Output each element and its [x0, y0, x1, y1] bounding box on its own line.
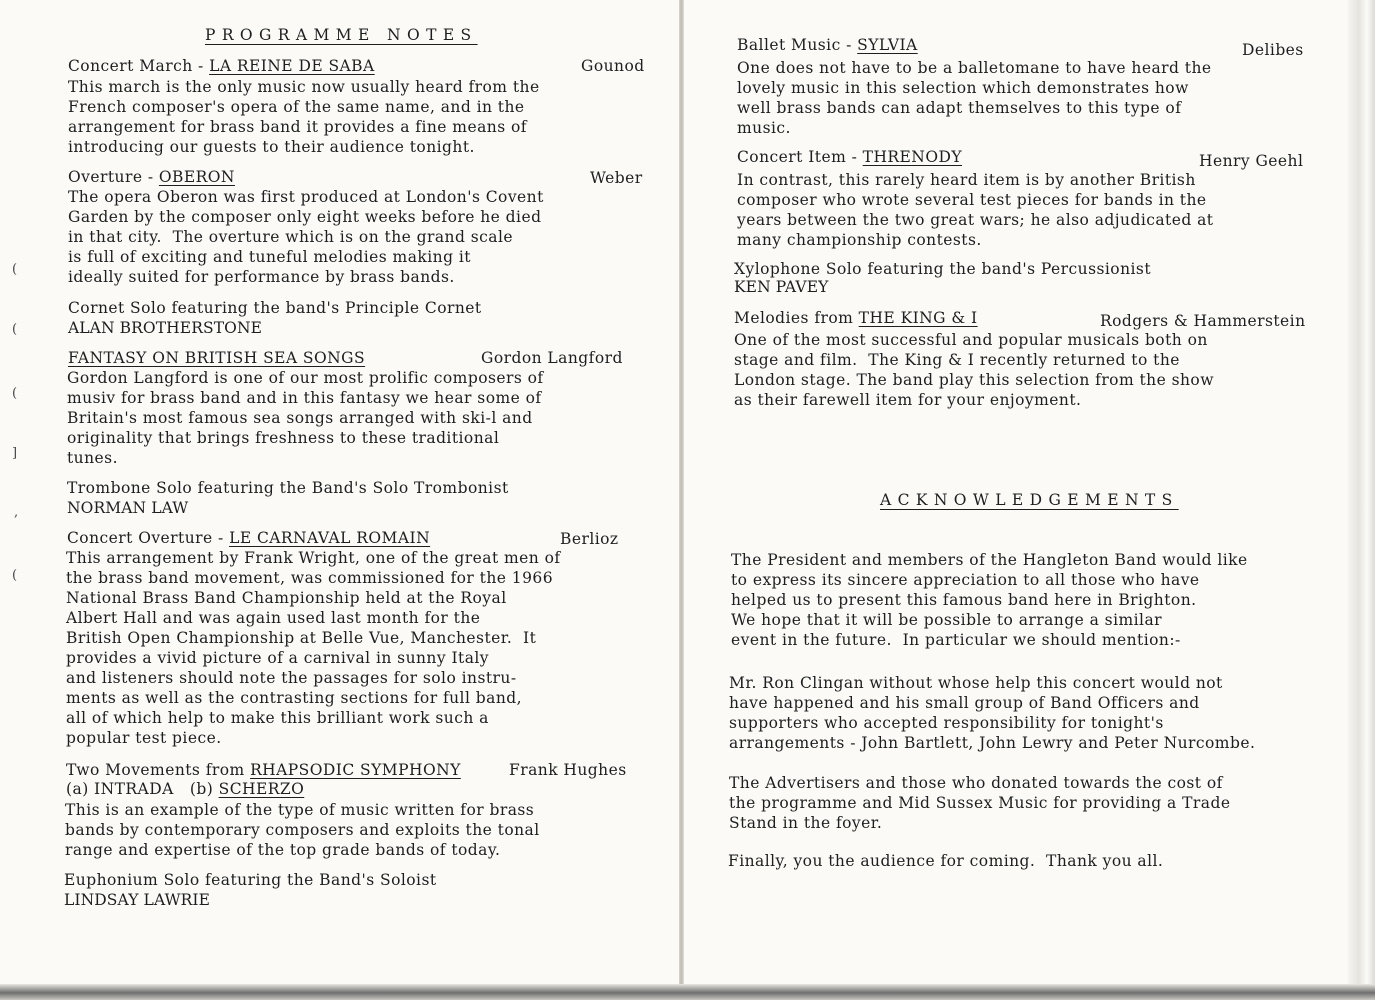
composer-name: Rodgers & Hammerstein	[1100, 312, 1306, 330]
soloist-name: LINDSAY LAWRIE	[64, 891, 211, 909]
composer-name: Henry Geehl	[1199, 152, 1304, 170]
movements-line	[66, 779, 304, 799]
piece-description: Gordon Langford is one of our most prolific composers of musiv for brass band and in this fantasy we hear some of Britain's most famous sea songs arranged with ski-l and originality that brings freshness to these traditional tunes.	[67, 369, 544, 467]
soloist-name: NORMAN LAW	[67, 499, 189, 517]
composer-name: Frank Hughes	[509, 761, 627, 779]
composer-name: Delibes	[1242, 41, 1304, 59]
piece-title: FANTASY ON BRITISH SEA SONGS	[68, 349, 366, 367]
piece-prefix: Concert Overture -	[67, 529, 230, 547]
margin-mark: (	[12, 322, 18, 337]
piece-description: This march is the only music now usually heard from the French composer's opera of the same name, and in the arrangement for brass band it provides a fine means of introducing our guests to their audience tonight.	[68, 78, 540, 156]
composer-name: Gordon Langford	[481, 349, 623, 367]
programme-notes-heading: PROGRAMME NOTES	[205, 26, 478, 44]
piece-prefix: Two Movements from	[66, 761, 251, 779]
soloist-name: ALAN BROTHERSTONE	[68, 319, 263, 337]
piece-description: In contrast, this rarely heard item is by another British composer who wrote several test pieces for bands in the years between the two great wars; he also adjudicated at many championship contests.	[737, 171, 1214, 249]
piece-description: This arrangement by Frank Wright, one of the great men of the brass band movement, was commissioned for the 1966 National Brass Band Championship held at the Royal Albert Hall and was again used last month for the British Open Championship at Belle Vue, Manchester. It provides a vivid picture of a carnival in sunny Italy and listeners should note the passages for solo instru- ments as well as the contrasting sections for full band, all of which help to make this brilliant work such a popular test piece.	[66, 549, 561, 747]
movement-a: (a) INTRADA	[66, 780, 174, 798]
composer-name: Gounod	[581, 57, 645, 75]
movement-b-prefix: (b)	[189, 780, 219, 798]
acknowledgement-paragraph: Mr. Ron Clingan without whose help this concert would not have happened and his small group of Band Officers and supporters who accepted responsibility for tonight's arrangements - John Bartlett, John Lewry and Peter Nurcombe.	[729, 674, 1256, 752]
soloist-name: KEN PAVEY	[734, 278, 829, 296]
bottom-edge	[0, 984, 1375, 1000]
piece-title-line	[68, 167, 235, 187]
piece-title: LE CARNAVAL ROMAIN	[229, 529, 431, 547]
piece-title: THE KING & I	[858, 309, 978, 327]
margin-mark: (	[12, 386, 18, 401]
piece-title-line	[68, 56, 375, 76]
piece-title: LA REINE DE SABA	[209, 57, 375, 75]
piece-title: OBERON	[158, 168, 235, 186]
solo-line: Euphonium Solo featuring the Band's Soloist	[64, 871, 437, 889]
piece-prefix: Concert Item -	[737, 148, 863, 166]
margin-mark: ,	[14, 505, 19, 520]
piece-prefix: Ballet Music -	[737, 36, 858, 54]
piece-prefix: Overture -	[68, 168, 159, 186]
piece-title-line	[66, 760, 461, 780]
piece-description: One of the most successful and popular musicals both on stage and film. The King & I recently returned to the London stage. The band play this selection from the show as their farewell item for your enjoyment.	[734, 331, 1214, 409]
movement-b: SCHERZO	[218, 780, 305, 798]
acknowledgements-heading: ACKNOWLEDGEMENTS	[880, 491, 1179, 509]
piece-prefix: Concert March -	[68, 57, 210, 75]
piece-description: The opera Oberon was first produced at London's Covent Garden by the composer only eight weeks before he died in that city. The overture which is on the grand scale is full of exciting and tuneful melodies making it ideally suited for performance by brass bands.	[68, 188, 544, 286]
acknowledgement-paragraph: Finally, you the audience for coming. Thank you all.	[728, 852, 1164, 870]
piece-title-line	[67, 528, 430, 548]
piece-prefix: Melodies from	[734, 309, 859, 327]
solo-line: Xylophone Solo featuring the band's Percussionist	[734, 260, 1151, 278]
margin-mark: (	[12, 568, 18, 583]
piece-description: This is an example of the type of music written for brass bands by contemporary composers and exploits the tonal range and expertise of the top grade bands of today.	[65, 801, 540, 859]
piece-title-line	[68, 348, 365, 368]
acknowledgement-paragraph: The President and members of the Hangleton Band would like to express its sincere appreciation to all those who have helped us to present this famous band here in Brighton. We hope that it will be possible to arrange a similar event in the future. In particular we should mention:-	[731, 551, 1248, 649]
piece-title: RHAPSODIC SYMPHONY	[250, 761, 461, 779]
piece-description: One does not have to be a balletomane to have heard the lovely music in this selection which demonstrates how well brass bands can adapt themselves to this type of music.	[737, 59, 1212, 137]
page-fold	[679, 0, 684, 1000]
solo-line: Cornet Solo featuring the band's Principle Cornet	[68, 299, 482, 317]
piece-title-line	[737, 147, 962, 167]
margin-mark: ]	[12, 446, 18, 461]
acknowledgement-paragraph: The Advertisers and those who donated towards the cost of the programme and Mid Sussex Music for providing a Trade Stand in the foyer.	[729, 774, 1231, 832]
piece-title-line	[737, 35, 918, 55]
solo-line: Trombone Solo featuring the Band's Solo Trombonist	[67, 479, 509, 497]
piece-title: SYLVIA	[857, 36, 918, 54]
page-edge	[1348, 0, 1375, 985]
composer-name: Berlioz	[560, 530, 619, 548]
piece-title-line	[734, 308, 978, 328]
piece-title: THRENODY	[862, 148, 963, 166]
composer-name: Weber	[590, 169, 643, 187]
margin-mark: (	[12, 262, 18, 277]
